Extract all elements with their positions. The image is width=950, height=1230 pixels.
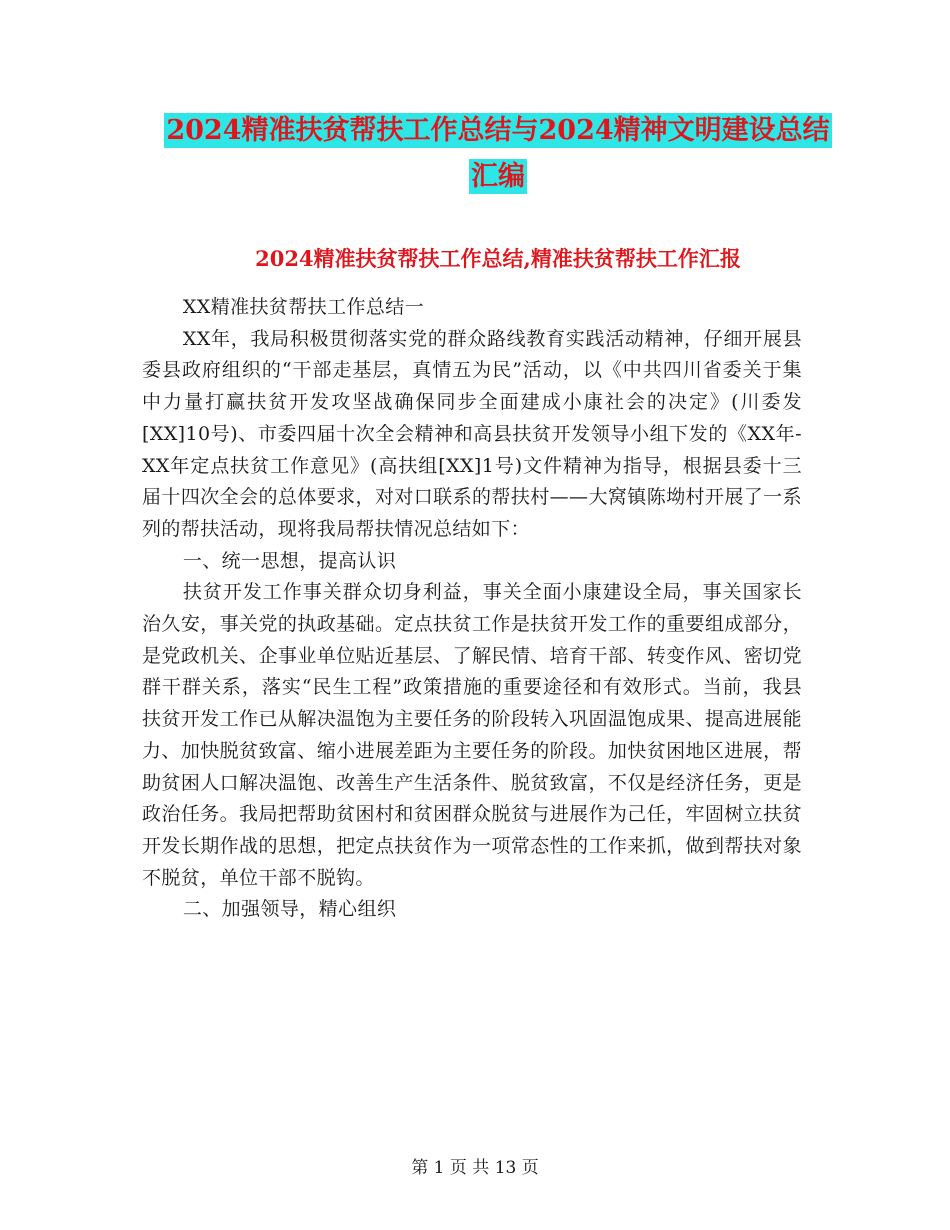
document-body — [142, 292, 802, 926]
title-line-2: 汇编 — [471, 161, 525, 192]
page-number-footer: 第 1 页 共 13 页 — [411, 1158, 539, 1178]
body-paragraph: XX年，我局积极贯彻落实党的群众路线教育实践活动精神，仔细开展县委县政府组织的“干部走基层，真情五为民”活动，以《中共四川省委关于集中力量打赢扶贫开发攻坚战确保同步全面建成小康社会的决定》(川委发[XX]10号)、市委四届十次全会精神和高县扶贫开发领导小组下发的《XX年-XX年定点扶贫工作意见》(高扶组[XX]1号)文件精神为指导，根据县委十三届十四次全会的总体要求，对对口联系的帮扶村——大窝镇陈坳村开展了一系列的帮扶活动，现将我局帮扶情况总结如下： — [142, 327, 802, 540]
section-label: XX精准扶贫帮扶工作总结一 — [182, 296, 425, 318]
section-heading: 一、统一思想，提高认识 — [182, 549, 397, 572]
title-line-1: 2024精准扶贫帮扶工作总结与2024精神文明建设总结 — [166, 115, 830, 146]
document-title — [140, 108, 856, 200]
section-heading: 二、加强领导，精心组织 — [182, 898, 397, 921]
body-paragraph: 扶贫开发工作事关群众切身利益，事关全面小康建设全局，事关国家长治久安，事关党的执政基础。定点扶贫工作是扶贫开发工作的重要组成部分，是党政机关、企事业单位贴近基层、了解民情、培育干部、转变作风、密切党群干群关系，落实“民生工程”政策措施的重要途径和有效形式。当前，我县扶贫开发工作已从解决温饱为主要任务的阶段转入巩固温饱成果、提高进展能力、加快脱贫致富、缩小进展差距为主要任务的阶段。加快贫困地区进展，帮助贫困人口解决温饱、改善生产生活条件、脱贫致富，不仅是经济任务，更是政治任务。我局把帮助贫困村和贫困群众脱贫与进展作为己任，牢固树立扶贫开发长期作战的思想，把定点扶贫作为一项常态性的工作来抓，做到帮扶对象不脱贫，单位干部不脱钩。 — [142, 581, 802, 889]
document-subtitle: 2024精准扶贫帮扶工作总结,精准扶贫帮扶工作汇报 — [255, 246, 741, 271]
